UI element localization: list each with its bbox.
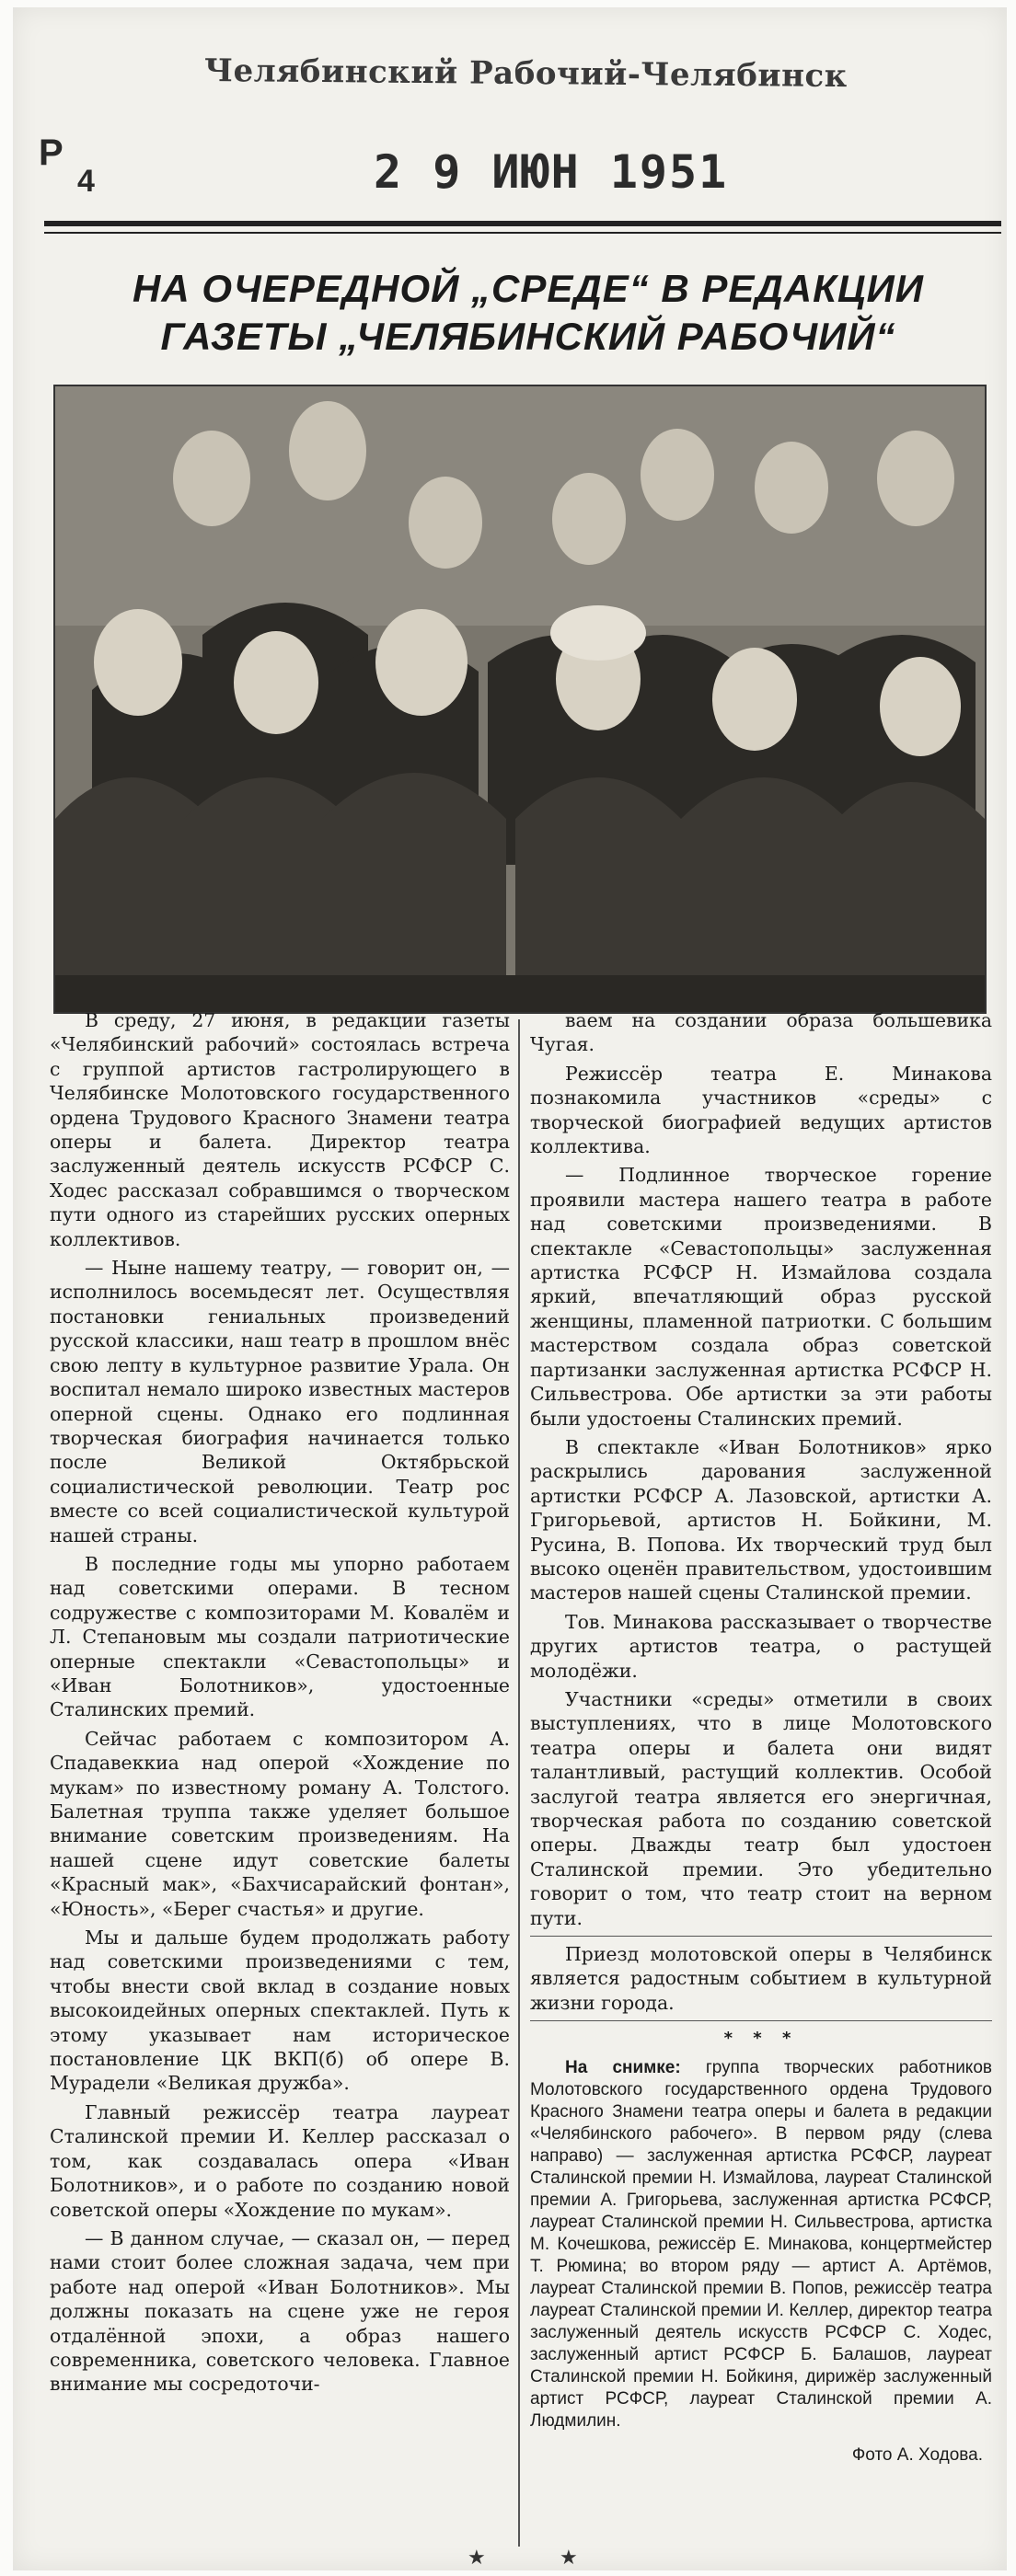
caption-rule	[530, 2020, 992, 2021]
section-stars: * * *	[723, 2029, 799, 2049]
star-ornament-icon: ★	[468, 2547, 486, 2570]
article-paragraph: Мы и дальше будем продолжать работу над советскими произведениями с тем, чтобы внести свой вклад в создание новых высокоидейных оперных спектаклей. Путь к этому указывает нам историческое постановление ЦК ВКП(б) об опере В. Мурадели «Великая дружба».	[50, 1926, 510, 2095]
header-rule-thin	[44, 232, 1001, 234]
article-paragraph: ваем на создании образа большевика Чугая.	[530, 1009, 992, 1056]
article-paragraph: В последние годы мы упорно работаем над советскими операми. В тесном содружестве с композиторами М. Ковалём и Л. Степановым мы создали патриотические оперные спектакли «Севастопольцы» и «Иван Болотников», удостоенные Сталинских премий.	[50, 1552, 510, 1721]
article-paragraph: Приезд молотовской оперы в Челябинск является радостным событием в культурной жизни города.	[530, 1943, 992, 2014]
group-photo	[53, 385, 987, 1014]
article-paragraph: Сейчас работаем с композитором А. Спадавеккиа над оперой «Хождение по мукам» по известному роману А. Толстого. Балетная труппа также уделяет большое внимание советским произведениям. На нашей сцене идут советские балеты «Красный мак», «Бахчисарайский фонтан», «Юность», «Берег счастья» и другие.	[50, 1727, 510, 1920]
article-column-right	[530, 1008, 992, 2467]
article-paragraph: В среду, 27 июня, в редакции газеты «Челябинский рабочий» состоялась встреча с группой артистов гастролирующего в Челябинске Молотовского государственного ордена Трудового Красного Знамени театра оперы и балета. Директор театра заслуженный деятель искусств РСФСР С. Ходес рассказал собравшимся о творческом пути одного из старейших русских оперных коллективов.	[50, 1009, 510, 1250]
closing-rule	[530, 1936, 992, 1937]
group-photo-icon	[55, 386, 985, 1012]
page-number: 4	[77, 164, 95, 199]
headline	[68, 265, 988, 361]
caption-body: группа творческих работников Молотовского государственного ордена Трудового Красного Знамени театра оперы и балета в редакции «Челябинского рабочего». В первом ряду (слева направо) — заслуженная артистка РСФСР, лауреат Сталинской премии Н. Измайлова, лауреат Сталинской премии А. Григорьева, заслуженная артистка РСФСР, лауреат Сталинской премии Н. Сильвестрова, артистка М. Кочешкова, режиссёр Е. Минакова, концертмейстер Т. Рюмина; во втором ряду — артист А. Артёмов, лауреат Сталинской премии В. Попов, режиссёр театра лауреат Сталинской премии И. Келлер, директор театра заслуженный деятель искусств РСФСР С. Ходес, заслуженный артист РСФСР Б. Балашов, лауреат Сталинской премии Н. Бойкиня, дирижёр заслуженный артист РСФСР, лауреат Сталинской премии А. Людмилин.	[530, 2057, 992, 2431]
article-paragraph: Участники «среды» отметили в своих выступлениях, что в лице Молотовского театра оперы и балета они видят талантливый, растущий коллектив. Особой заслугой театра является его энергичная, творческая работа по созданию советской оперы. Дважды театр был удостоен Сталинской премии. Это убедительно говорит о том, что театр стоит на верном пути.	[530, 1687, 992, 1929]
article-paragraph: — В данном случае, — сказал он, — перед нами стоит более сложная задача, чем при работе над оперой «Иван Болотников». Мы должны показать на сцене уже не героя отдалённой эпохи, а образ нашего современника, советского человека. Главное внимание мы сосредоточи-	[50, 2226, 510, 2396]
article-column-left	[50, 1008, 510, 2401]
article-paragraph: Режиссёр театра Е. Минакова познакомила участников «среды» с творческой биографией ведущих артистов коллектива.	[530, 1062, 992, 1158]
article-paragraph: Главный режиссёр театра лауреат Сталинской премии И. Келлер рассказал о том, как создавалась опера «Иван Болотников», и о работе по созданию новой советской оперы «Хождение по мукам».	[50, 2100, 510, 2221]
source-stamp: Челябинский Рабочий-Челябинск	[203, 52, 848, 96]
photo-credit: Фото А. Ходова.	[851, 2444, 983, 2465]
newspaper-clipping	[13, 7, 1007, 2570]
article-paragraph: Тов. Минакова рассказывает о творчестве других артистов театра, о растущей молодёжи.	[530, 1610, 992, 1682]
headline-line-2: ГАЗЕТЫ „ЧЕЛЯБИНСКИЙ РАБОЧИЙ“	[160, 315, 896, 358]
article-paragraph: — Ныне нашему театру, — говорит он, — исполнилось восемьдесят лет. Осуществляя постановки гениальных произведений русской классики, наш театр в прошлом внёс свою лепту в культурное развитие Урала. Он воспитал немало широко известных мастеров оперной сцены. Однако его подлинная творческая биография начинается только после Великой Октябрьской социалистической революции. Театр рос вместе со всей социалистической культурой нашей страны.	[50, 1257, 510, 1547]
caption-lead: На снимке:	[565, 2057, 681, 2077]
date-stamp: 2 9 ИЮН 1951	[374, 145, 729, 199]
article-paragraph: — Подлинное творческое горение проявили мастера нашего театра в работе над советскими произведениями. В спектакле «Севастопольцы» заслуженная артистка РСФСР Н. Измайлова создала яркий, впечатляющий образ русской женщины, пламенной патриотки. С большим мастерством создала образ советской партизанки заслуженная артистка РСФСР Н. Сильвестрова. Обе артистки за эти работы были удостоены Сталинских премий.	[530, 1164, 992, 1430]
header-rule-thick	[44, 221, 1001, 226]
column-rule	[518, 1019, 520, 2547]
article-paragraph: В спектакле «Иван Болотников» ярко раскрылись дарования заслуженной артистки РСФСР А. Лазовской, артистки А. Григорьевой, артистов Н. Бойкини, М. Русина, В. Попова. Их творческий труд был высоко оценён правительством, удостоившим мастеров нашей сцены Сталинской премии.	[530, 1435, 992, 1604]
star-ornament-icon: ★	[560, 2547, 578, 2570]
headline-line-1: НА ОЧЕРЕДНОЙ „СРЕДЕ“ В РЕДАКЦИИ	[133, 267, 924, 310]
margin-mark: Р	[39, 132, 64, 173]
photo-caption	[530, 2057, 992, 2432]
